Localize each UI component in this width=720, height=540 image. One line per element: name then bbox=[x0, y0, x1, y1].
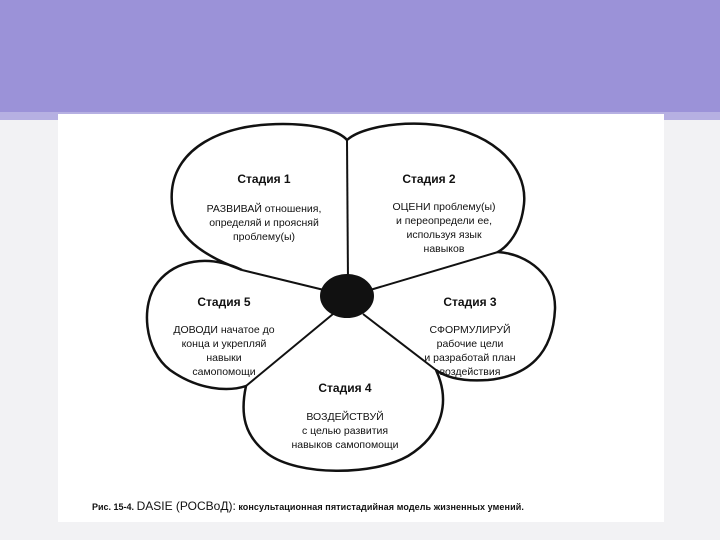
stage-1-title: Стадия 1 bbox=[237, 172, 291, 186]
figure-caption bbox=[92, 499, 652, 513]
stage-5-line-4: самопомощи bbox=[192, 366, 256, 378]
flower-diagram bbox=[58, 114, 664, 494]
stage-2-line-2: и переопредели ее, bbox=[395, 215, 493, 227]
stage-4-title: Стадия 4 bbox=[318, 381, 372, 395]
stage-1-line-1: РАЗВИВАЙ отношения, bbox=[206, 203, 322, 215]
stage-4-line-2: с целью развития bbox=[301, 425, 389, 437]
stage-2-line-1: ОЦЕНИ проблему(ы) bbox=[392, 201, 496, 213]
stage-5-line-2: конца и укрепляй bbox=[181, 338, 267, 350]
stage-2-title: Стадия 2 bbox=[402, 172, 456, 186]
stage-5-line-3: навыки bbox=[206, 352, 242, 364]
stage-1-line-3: проблему(ы) bbox=[232, 231, 296, 243]
stage-3-title: Стадия 3 bbox=[443, 295, 497, 309]
stage-1-line-2: определяй и проясняй bbox=[209, 217, 319, 229]
stage-5-title: Стадия 5 bbox=[197, 295, 251, 309]
stage-5-line-1: ДОВОДИ начатое до bbox=[173, 324, 275, 336]
stage-3-line-1: СФОРМУЛИРУЙ bbox=[429, 324, 511, 336]
stage-4-line-3: навыков самопомощи bbox=[291, 439, 399, 451]
stage-3-line-3: и разработай план bbox=[424, 352, 516, 364]
divider-1-2 bbox=[347, 140, 348, 282]
stage-2-line-4: навыков bbox=[423, 243, 465, 255]
caption-figure-label: Рис. 15-4. bbox=[92, 502, 135, 512]
stage-3-line-2: рабочие цели bbox=[436, 338, 504, 350]
stage-3-line-4: воздействия bbox=[439, 366, 501, 378]
caption-acronym: DASIE (РОСВоД): bbox=[136, 499, 236, 513]
stage-2-line-3: используя язык bbox=[406, 229, 482, 241]
diagram-figure bbox=[58, 114, 664, 522]
center-hub bbox=[320, 274, 374, 318]
stage-4-line-1: ВОЗДЕЙСТВУЙ bbox=[306, 411, 384, 423]
header-banner bbox=[0, 0, 720, 118]
caption-description: консультационная пятистадийная модель жизненных умений. bbox=[238, 502, 524, 512]
